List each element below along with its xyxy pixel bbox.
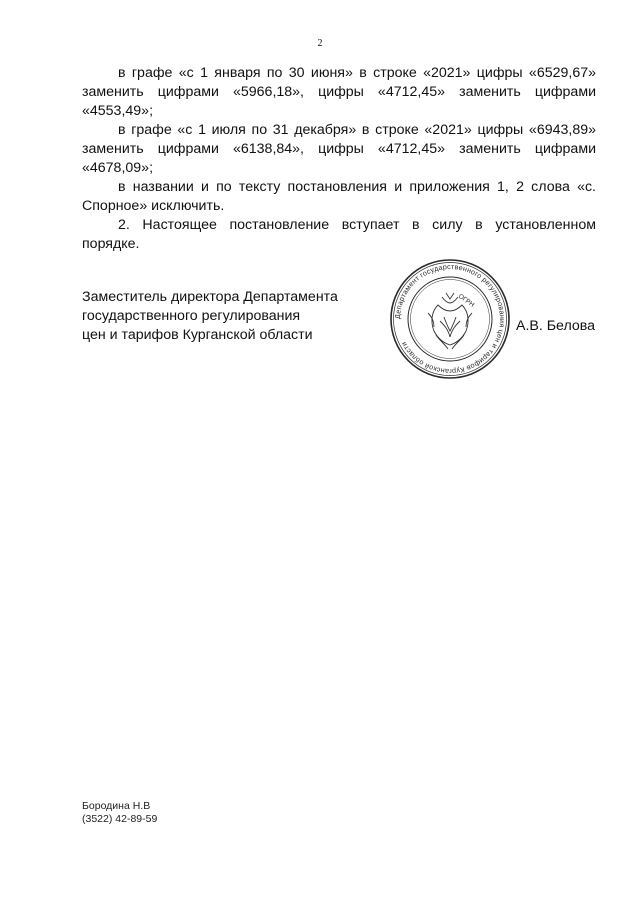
document-body <box>82 64 596 254</box>
paragraph-first-half-year: в графе «с 1 января по 30 июня» в строке «2021» цифры «6529,67» заменить цифрами «5966,18», цифры «4712,45» заменить цифрами «4553,49»; <box>82 65 596 119</box>
signatory-name: А.В. Белова <box>516 318 596 334</box>
executor-name: Бородина Н.В <box>82 800 151 812</box>
signatory-position <box>82 288 338 345</box>
stamp-outer-text: Департамент государственного регулирования цен и тарифов Курганской области <box>392 261 508 377</box>
paragraph-effective-date: 2. Настоящее постановление вступает в силу в установленном порядке. <box>82 217 596 252</box>
paragraph-second-half-year: в графе «с 1 июля по 31 декабря» в строке «2021» цифры «6943,89» заменить цифрами «6138,84», цифры «4712,45» заменить цифрами «4678,09»; <box>82 122 596 176</box>
position-line: государственного регулирования <box>82 308 301 324</box>
stamp-inner-text: ОГРН <box>456 292 476 309</box>
executor-phone: (3522) 42-89-59 <box>82 813 158 825</box>
page-number: 2 <box>317 38 323 49</box>
position-line: Заместитель директора Департамента <box>82 289 338 305</box>
paragraph-exclusion: в названии и по тексту постановления и приложения 1, 2 слова «с. Спорное» исключить. <box>82 179 596 214</box>
executor-info <box>82 800 157 826</box>
position-line: цен и тарифов Курганской области <box>82 327 313 343</box>
official-seal-stamp <box>388 257 512 381</box>
